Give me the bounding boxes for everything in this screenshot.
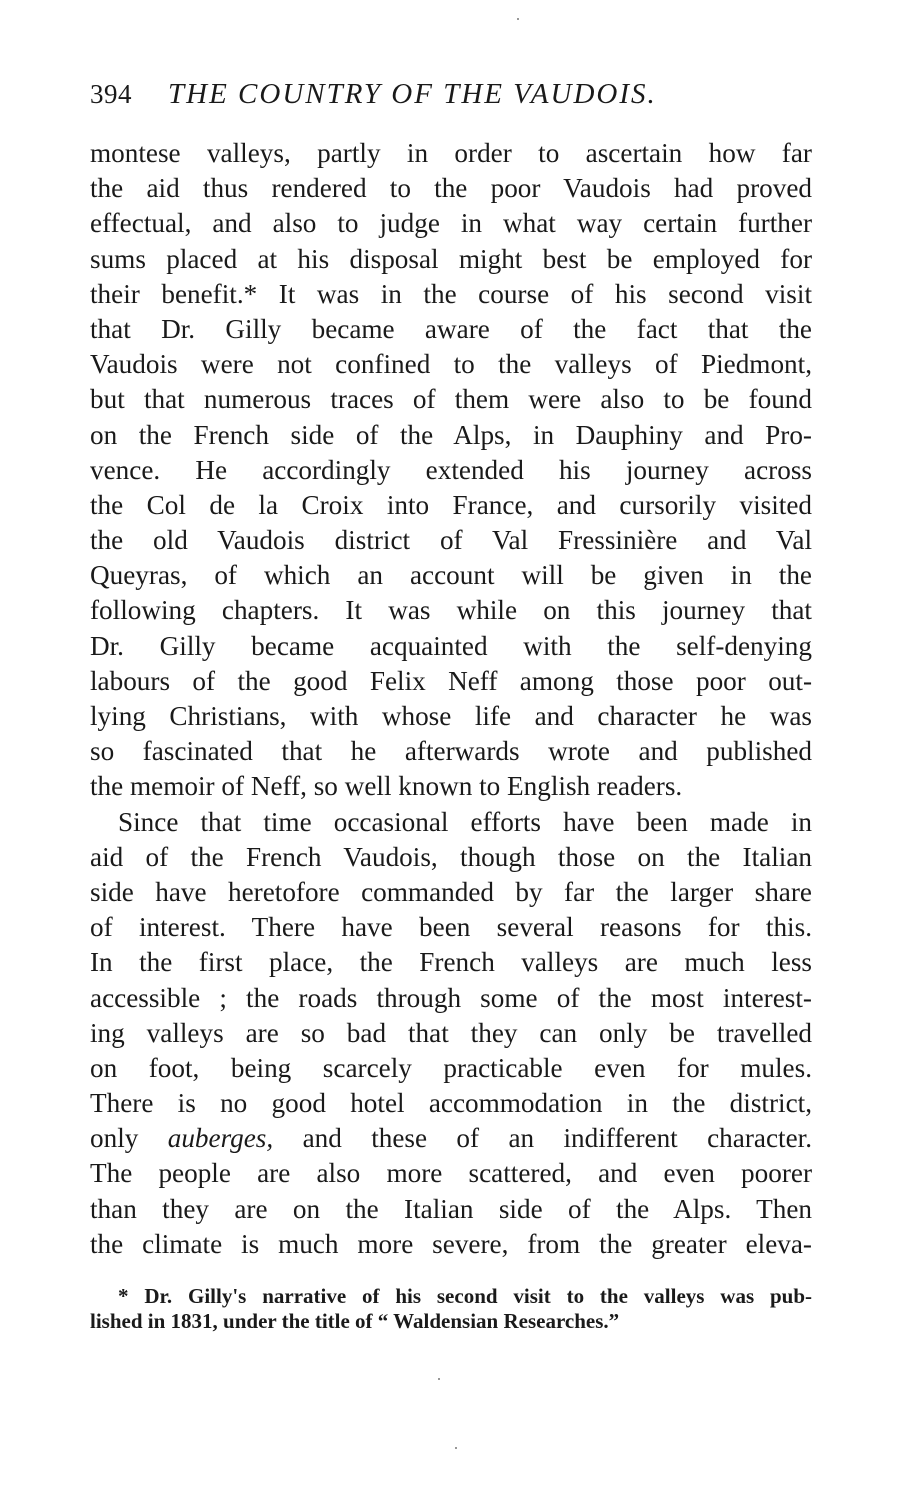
text-line: the memoir of Neff, so well known to English readers.: [90, 771, 683, 802]
text-line: montese valleys, partly in order to ascertain how far: [90, 138, 812, 168]
text-line: effectual, and also to judge in what way certain further: [90, 208, 812, 239]
text-line: aid of the French Vaudois, though those on the Italian: [90, 841, 812, 872]
book-page: [90, 78, 812, 1334]
text-line: of interest. There have been several reasons for this.: [90, 912, 812, 943]
text-line: There is no good hotel accommodation in the district,: [90, 1088, 812, 1119]
text-line: lying Christians, with whose life and character he was: [90, 701, 812, 731]
paper-speck: [517, 18, 519, 20]
footnote-line: lished in 1831, under the title of “ Waldensian Researches.”: [90, 1309, 620, 1333]
text-line: The people are also more scattered, and even poorer: [90, 1158, 812, 1189]
text-line: Vaudois were not confined to the valleys of Piedmont,: [90, 349, 812, 380]
text-line: that Dr. Gilly became aware of the fact that the: [90, 313, 812, 344]
text-line: their benefit.* It was in the course of his second visit: [90, 278, 812, 309]
text-line: Queyras, of which an account will be given in the: [90, 560, 812, 591]
text-line: sums placed at his disposal might best be employed for: [90, 243, 812, 274]
text-line: side have heretofore commanded by far the larger share: [90, 876, 812, 907]
running-head: [90, 78, 812, 128]
text-run: only: [90, 1123, 168, 1154]
body-text: [90, 136, 812, 1262]
text-line: the Col de la Croix into France, and cursorily visited: [90, 489, 812, 520]
text-line: than they are on the Italian side of the Alps. Then: [90, 1193, 812, 1224]
text-line-with-italic: [90, 1121, 812, 1156]
paper-speck: [438, 1378, 440, 1380]
footnote-line: * Dr. Gilly's narrative of his second visit to the valleys was pub-: [118, 1284, 812, 1308]
text-line: In the first place, the French valleys are much less: [90, 947, 812, 978]
footnote: [90, 1284, 812, 1334]
text-line: vence. He accordingly extended his journey across: [90, 454, 812, 485]
running-title: THE COUNTRY OF THE VAUDOIS.: [168, 78, 657, 110]
page-number: 394: [90, 79, 132, 109]
text-line: Since that time occasional efforts have been made in: [118, 806, 812, 837]
text-line: on the French side of the Alps, in Dauphiny and Pro-: [90, 419, 812, 450]
text-line: labours of the good Felix Neff among those poor out-: [90, 665, 812, 696]
text-line: on foot, being scarcely practicable even for mules.: [90, 1052, 812, 1083]
paper-speck: [455, 1447, 457, 1449]
italic-word: auberges,: [167, 1123, 274, 1154]
text-line: the old Vaudois district of Val Fressinière and Val: [90, 525, 812, 556]
text-line: following chapters. It was while on this journey that: [90, 595, 812, 626]
text-line: so fascinated that he afterwards wrote and published: [90, 736, 812, 767]
text-line: Dr. Gilly became acquainted with the self-denying: [90, 630, 812, 661]
text-line: ing valleys are so bad that they can only be travelled: [90, 1017, 812, 1048]
text-line: the climate is much more severe, from the greater eleva-: [90, 1228, 812, 1259]
text-line: but that numerous traces of them were also to be found: [90, 384, 812, 415]
text-run: and these of an indifferent character.: [273, 1123, 812, 1154]
text-line: accessible ; the roads through some of the most interest-: [90, 982, 812, 1013]
text-line: the aid thus rendered to the poor Vaudois had proved: [90, 173, 812, 204]
